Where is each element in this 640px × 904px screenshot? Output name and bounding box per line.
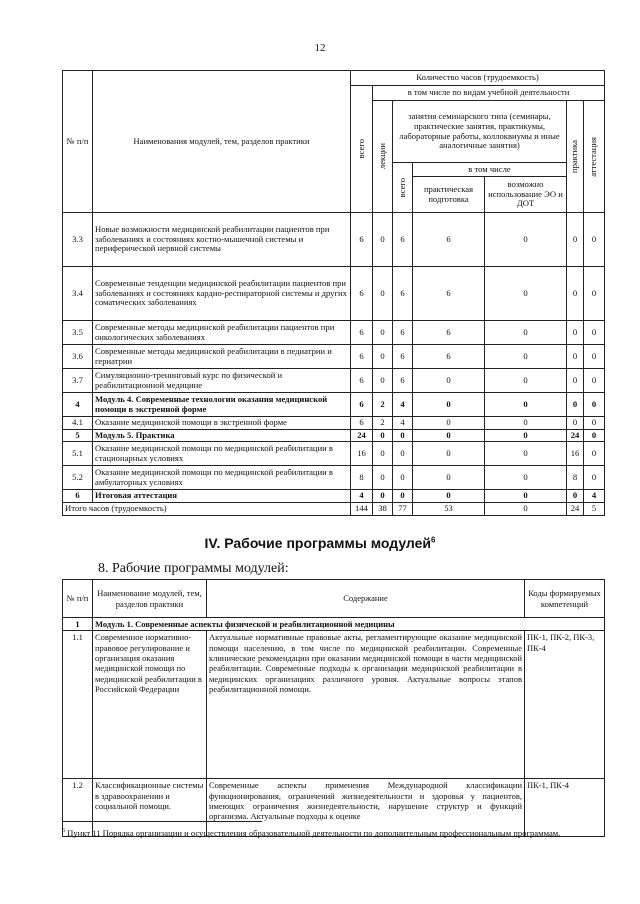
table-row [63,417,605,430]
row-dist: 0 [485,345,567,369]
program-codes: ПК-1, ПК-4 [525,779,605,837]
table-row [63,393,605,417]
header-incl-types: в том числе по видам учебной деятельности [373,86,605,101]
row-lect: 0 [373,442,393,466]
row-prac: 0 [413,429,485,442]
subtitle: 8. Рабочие программы модулей: [98,561,289,576]
row-lect: 0 [373,267,393,321]
row-total: 6 [351,267,373,321]
row-att: 0 [584,442,605,466]
row-sem: 0 [393,490,413,503]
row-sem: 6 [393,213,413,267]
row-dist: 0 [485,321,567,345]
row-num: 5.1 [63,442,93,466]
row-practice: 0 [567,490,584,503]
row-name: Современные тенденции медицинской реабилитации пациентов при заболеваниях и состояниях кардио-респираторной системы и других соматических заболеваниях [93,267,351,321]
row-prac: 0 [413,417,485,430]
header-practice: практика [567,101,584,213]
module-row [63,618,605,631]
row-sem: 0 [393,442,413,466]
row-total: 6 [351,321,373,345]
row-dist: 0 [485,490,567,503]
row-practice: 0 [567,369,584,393]
programs-table [62,579,605,837]
program-name: Современное нормативно-правовое регулирование и организация оказания медицинской помощи по медицинской реабилитации в Российской Федерации [93,631,207,779]
table-row [63,267,605,321]
module-title: Модуль 1. Современные аспекты физической и реабилитационной медицины [93,618,605,631]
row-practice: 0 [567,321,584,345]
totals-practice: 24 [567,502,584,515]
module-num: 1 [63,618,93,631]
row-num: 6 [63,490,93,503]
row-practice: 24 [567,429,584,442]
totals-dist: 0 [485,502,567,515]
table-row [63,345,605,369]
row-num: 3.3 [63,213,93,267]
header-attestation: аттестация [584,101,605,213]
row-prac: 0 [413,442,485,466]
row-name: Симуляционно-тренинговый курс по физической и реабилитационной медицине [93,369,351,393]
row-sem: 6 [393,321,413,345]
row-prac: 0 [413,466,485,490]
program-num: 1.2 [63,779,93,837]
table-row [63,321,605,345]
section-footnote-ref: 6 [431,535,436,545]
row-practice: 0 [567,393,584,417]
program-content: Современные аспекты применения Международной классификации функционирования, ограничений жизнедеятельности и здоровья у пациентов, имеющих ограничения жизнедеятельности, нарушение структур и функций организма. Актуальные подходы к оценке [207,779,525,837]
row-att: 4 [584,490,605,503]
row-practice: 0 [567,417,584,430]
program-content: Актуальные нормативные правовые акты, регламентирующие оказание медицинской помощи населению, в том числе по медицинской реабилитации. Современные клинические рекомендации при оказании медицинской помощи в части медицинской реабилитации. Современные подходы к организации медицинской реабилитации в медицинских организациях различного уровня. Актуальные вопросы этапов реабилитационной помощи. [207,631,525,779]
footnote-separator [62,821,262,822]
row-total: 6 [351,345,373,369]
header-hours: Количество часов (трудоемкость) [351,71,605,86]
row-dist: 0 [485,267,567,321]
row-dist: 0 [485,417,567,430]
t2-header-codes: Коды формируемых компетенций [525,580,605,618]
row-sem: 4 [393,393,413,417]
header-lectures: лекции [373,101,393,213]
row-name: Модуль 5. Практика [93,429,351,442]
row-num: 3.4 [63,267,93,321]
page-number: 12 [314,42,326,54]
section-title: IV. Рабочие программы модулей$^6$ [204,535,436,551]
row-num: 3.5 [63,321,93,345]
row-num: 3.7 [63,369,93,393]
row-dist: 0 [485,369,567,393]
header-incl: в том числе [413,163,567,177]
totals-total: 144 [351,502,373,515]
header-distance: возможно использование ЭО и ДОТ [485,177,567,213]
header-seminar: занятия семинарского типа (семинары, практические занятия, практикумы, лабораторные работы, коллоквиумы и иные аналогичные занятия) [393,101,567,163]
row-total: 6 [351,393,373,417]
row-name: Оказание медицинской помощи по медицинской реабилитации в амбулаторных условиях [93,466,351,490]
totals-lect: 38 [373,502,393,515]
row-sem: 4 [393,417,413,430]
row-prac: 0 [413,393,485,417]
row-prac: 6 [413,321,485,345]
row-name: Оказание медицинской помощи по медицинской реабилитации в стационарных условиях [93,442,351,466]
row-att: 0 [584,369,605,393]
row-practice: 0 [567,345,584,369]
row-sem: 0 [393,466,413,490]
row-att: 0 [584,321,605,345]
row-lect: 0 [373,490,393,503]
row-total: 6 [351,369,373,393]
row-name: Современные методы медицинской реабилитации пациентов при онкологических заболеваниях [93,321,351,345]
header-num: № п/п [63,71,93,213]
row-total: 6 [351,417,373,430]
program-row [63,631,605,779]
totals-att: 5 [584,502,605,515]
row-dist: 0 [485,442,567,466]
table-row [63,490,605,503]
row-att: 0 [584,429,605,442]
header-practical-training: практическая подготовка [413,177,485,213]
row-num: 5.2 [63,466,93,490]
totals-row [63,502,605,515]
totals-label: Итого часов (трудоемкость) [63,502,351,515]
row-sem: 6 [393,267,413,321]
row-prac: 0 [413,369,485,393]
row-practice: 0 [567,213,584,267]
footnote-text: Пункт 11 Порядка организации и осуществления образовательной деятельности по дополнительным профессиональным программам. [67,827,561,838]
t2-header-num: № п/п [63,580,93,618]
row-att: 0 [584,393,605,417]
row-dist: 0 [485,429,567,442]
row-total: 8 [351,466,373,490]
row-dist: 0 [485,466,567,490]
row-lect: 0 [373,429,393,442]
row-total: 4 [351,490,373,503]
row-practice: 8 [567,466,584,490]
row-lect: 2 [373,393,393,417]
row-sem: 6 [393,369,413,393]
header-total: всего [351,86,373,213]
row-dist: 0 [485,213,567,267]
header-name: Наименования модулей, тем, разделов практики [93,71,351,213]
row-sem: 6 [393,345,413,369]
row-num: 4.1 [63,417,93,430]
row-total: 16 [351,442,373,466]
row-name: Оказание медицинской помощи в экстренной форме [93,417,351,430]
program-num: 1.1 [63,631,93,779]
table-row [63,369,605,393]
row-num: 4 [63,393,93,417]
row-prac: 6 [413,213,485,267]
row-lect: 0 [373,213,393,267]
row-lect: 0 [373,369,393,393]
row-prac: 6 [413,267,485,321]
row-lect: 0 [373,466,393,490]
table-row [63,442,605,466]
row-att: 0 [584,466,605,490]
table-row [63,429,605,442]
totals-sem: 77 [393,502,413,515]
table-row [63,213,605,267]
row-name: Современные методы медицинской реабилитации в педиатрии и гериатрии [93,345,351,369]
t2-header-name: Наименование модулей, тем, разделов практики [93,580,207,618]
footnote-mark: 6 [62,828,65,834]
totals-prac: 53 [413,502,485,515]
row-att: 0 [584,417,605,430]
header-seminar-total: всего [393,163,413,213]
row-sem: 0 [393,429,413,442]
row-name: Новые возможности медицинской реабилитации пациентов при заболеваниях и состояниях костно-мышечной системы и периферической нервной системы [93,213,351,267]
row-lect: 0 [373,321,393,345]
row-total: 6 [351,213,373,267]
row-name: Модуль 4. Современные технологии оказания медицинской помощи в экстренной форме [93,393,351,417]
row-practice: 0 [567,267,584,321]
hours-table [62,70,605,516]
row-practice: 16 [567,442,584,466]
row-att: 0 [584,267,605,321]
program-codes: ПК-1, ПК-2, ПК-3, ПК-4 [525,631,605,779]
row-lect: 0 [373,345,393,369]
row-dist: 0 [485,393,567,417]
row-name: Итоговая аттестация [93,490,351,503]
footnote [62,827,604,839]
row-lect: 2 [373,417,393,430]
row-total: 24 [351,429,373,442]
program-name: Классификационные системы в здравоохранении и социальной помощи. [93,779,207,837]
row-prac: 6 [413,345,485,369]
table-row [63,466,605,490]
t2-header-content: Содержание [207,580,525,618]
row-num: 3.6 [63,345,93,369]
row-num: 5 [63,429,93,442]
row-att: 0 [584,213,605,267]
row-att: 0 [584,345,605,369]
row-prac: 0 [413,490,485,503]
